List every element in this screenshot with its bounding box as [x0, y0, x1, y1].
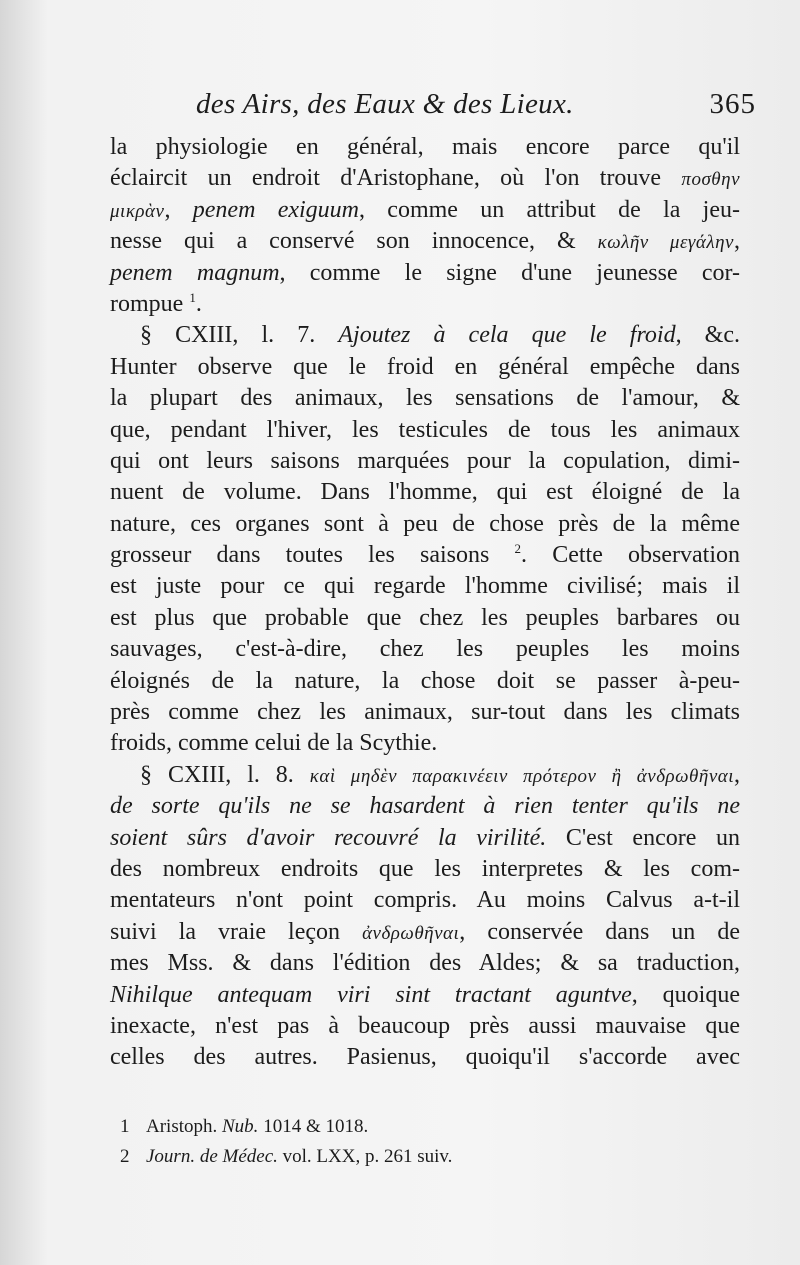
text-line: μικρὰν, penem exiguum, comme un attribut de la jeu-	[110, 196, 740, 223]
text-line: celles des autres. Pasienus, quoiqu'il s'accorde avec	[110, 1044, 740, 1071]
greek-word: ἀνδρωθῆναι	[362, 922, 460, 944]
page-header	[196, 84, 756, 124]
text-line: grosseur dans toutes les saisons $^2$. Cette observation	[110, 541, 741, 569]
greek-phrase: καὶ μηδὲν παρακινέειν πρότερον ἢ ἀνδρωθῆναι	[309, 765, 735, 787]
text-line: de sorte qu'ils ne se hasardent à rien tenter qu'ils ne	[110, 793, 740, 820]
text-line: nature, ces organes sont à peu de chose près de la même	[110, 510, 740, 537]
text-line: qui ont leurs saisons marquées pour la copulation, dimi-	[110, 447, 740, 474]
text-line: soient sûrs d'avoir recouvré la virilité. C'est encore un	[110, 824, 740, 851]
text-line: mes Mss. & dans l'édition des Aldes; & sa traduction,	[110, 950, 740, 977]
section-heading-line: § CXIII, l. 8. καὶ μηδὲν παρακινέειν πρότερον ἢ ἀνδρωθῆναι,	[140, 761, 741, 788]
text-line: des nombreux endroits que les interpretes & les com-	[110, 855, 740, 882]
footnotes	[110, 1112, 730, 1172]
footnote-ref: 1	[189, 289, 196, 305]
footnote: 1 Aristoph. Nub. 1014 & 1018.	[110, 1112, 730, 1142]
text-line: la plupart des animaux, les sensations de l'amour, &	[110, 385, 740, 412]
text-line: est juste pour ce qui regarde l'homme civilisé; mais il	[110, 573, 740, 600]
text-line: mentateurs n'ont point compris. Au moins Calvus a-t-il	[110, 887, 740, 914]
body-text	[110, 132, 740, 1074]
text-line: suivi la vraie leçon ἀνδρωθῆναι, conservée dans un de	[110, 918, 740, 945]
greek-word: μικρὰν	[110, 200, 165, 222]
text-line: est plus que probable que chez les peuples barbares ou	[110, 604, 740, 631]
greek-word: ποσθην	[681, 169, 741, 191]
text-line: Nihilque antequam viri sint tractant aguntve, quoique	[110, 981, 740, 1008]
text-line: froids, comme celui de la Scythie.	[110, 730, 438, 757]
footnote-number: 1	[120, 1116, 130, 1137]
text-line: sauvages, c'est-à-dire, chez les peuples les moins	[110, 636, 740, 663]
page-number: 365	[709, 88, 756, 120]
footnote-ref: 2	[514, 541, 522, 557]
text-line: la physiologie en général, mais encore parce qu'il	[110, 134, 740, 160]
text-line: rompue $^1$.	[110, 289, 202, 317]
text-line: éclaircit un endroit d'Aristophane, où l'on trouve ποσθην	[110, 165, 741, 192]
text-line: près comme chez les animaux, sur-tout dans les climats	[110, 699, 740, 726]
greek-word: κωλῆν μεγάλην	[597, 232, 734, 254]
text-line: Hunter observe que le froid en général empêche dans	[110, 353, 740, 380]
text-line: nesse qui a conservé son innocence, & κωλῆν μεγάλην,	[110, 228, 740, 255]
running-title: des Airs, des Eaux & des Lieux.	[196, 88, 574, 120]
text-line: inexacte, n'est pas à beaucoup près aussi mauvaise que	[110, 1012, 740, 1039]
footnote: 2 Journ. de Médec. vol. LXX, p. 261 suiv.	[110, 1142, 730, 1172]
text-line: penem magnum, comme le signe d'une jeunesse cor-	[110, 259, 740, 286]
text-line: que, pendant l'hiver, les testicules de tous les animaux	[110, 416, 740, 443]
text-line: éloignés de la nature, la chose doit se passer à-peu-	[110, 667, 740, 694]
text-line: nuent de volume. Dans l'homme, qui est éloigné de la	[110, 479, 740, 506]
section-heading-line: § CXIII, l. 7. Ajoutez à cela que le froid, &c.	[140, 322, 740, 349]
footnote-number: 2	[120, 1146, 130, 1167]
